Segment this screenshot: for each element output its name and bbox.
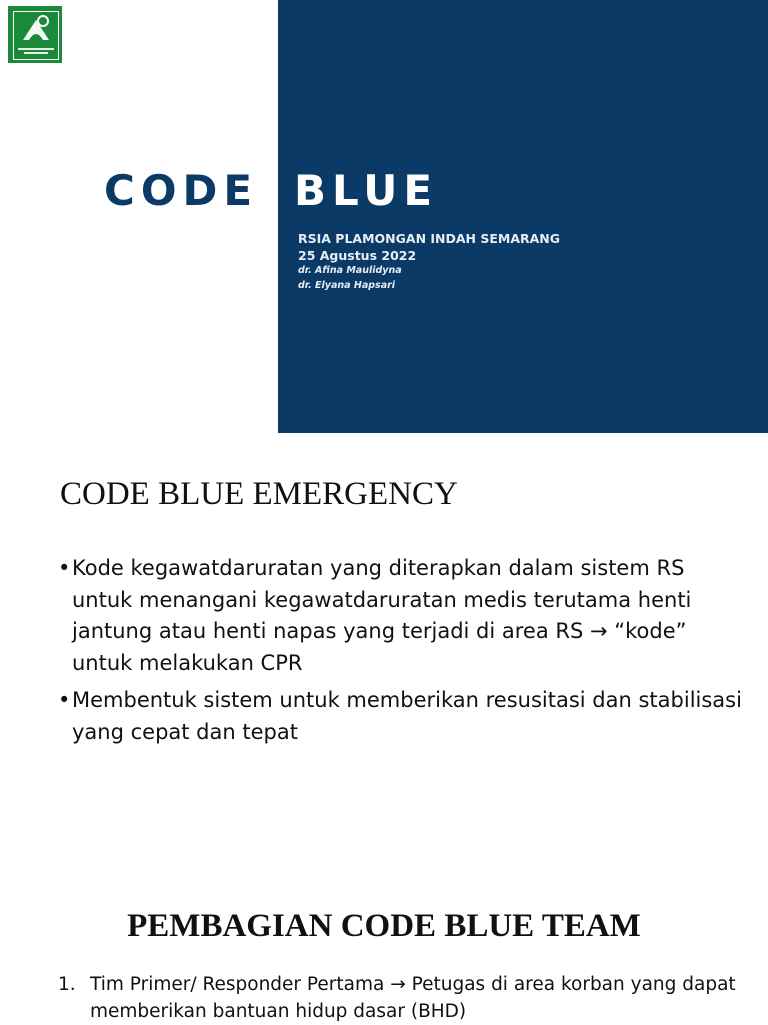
bullet-item xyxy=(58,553,748,679)
logo-caption-line xyxy=(24,52,48,54)
bullet-text: Kode kegawatdaruratan yang diterapkan dalam sistem RS untuk menangani kegawatdaruratan medis terutama henti jantung atau henti napas yang terjadi di area RS → “kode” untuk melakukan CPR xyxy=(72,556,692,675)
hospital-logo-icon xyxy=(19,14,53,44)
subtitle-hospital: RSIA PLAMONGAN INDAH SEMARANG xyxy=(298,231,561,246)
slide2-title: CODE BLUE EMERGENCY xyxy=(60,476,458,512)
title-slide xyxy=(0,0,768,433)
bullet-marker: • xyxy=(58,688,71,712)
title-code: CODE xyxy=(104,166,259,215)
bullet-text: Membentuk sistem untuk memberikan resusitasi dan stabilisasi yang cepat dan tepat xyxy=(72,688,742,744)
subtitle-date: 25 Agustus 2022 xyxy=(298,248,417,263)
author-1: dr. Afina Maulidyna xyxy=(298,265,402,276)
numbered-item xyxy=(58,971,748,1025)
logo-frame xyxy=(13,11,59,60)
numbered-list xyxy=(58,971,748,1025)
slide3-title: PEMBAGIAN CODE BLUE TEAM xyxy=(127,908,641,944)
logo-caption-line xyxy=(18,48,54,50)
title-blue: BLUE xyxy=(294,166,439,215)
bullet-item xyxy=(58,685,748,748)
item-text: Tim Primer/ Responder Pertama → Petugas di area korban yang dapat memberikan bantuan hidup dasar (BHD) xyxy=(90,974,736,1022)
bullet-list xyxy=(58,553,748,748)
blue-panel xyxy=(278,0,768,433)
item-number: 1. xyxy=(58,974,76,995)
bullet-marker: • xyxy=(58,556,71,580)
author-2: dr. Elyana Hapsari xyxy=(298,280,396,291)
hospital-logo xyxy=(8,6,62,63)
